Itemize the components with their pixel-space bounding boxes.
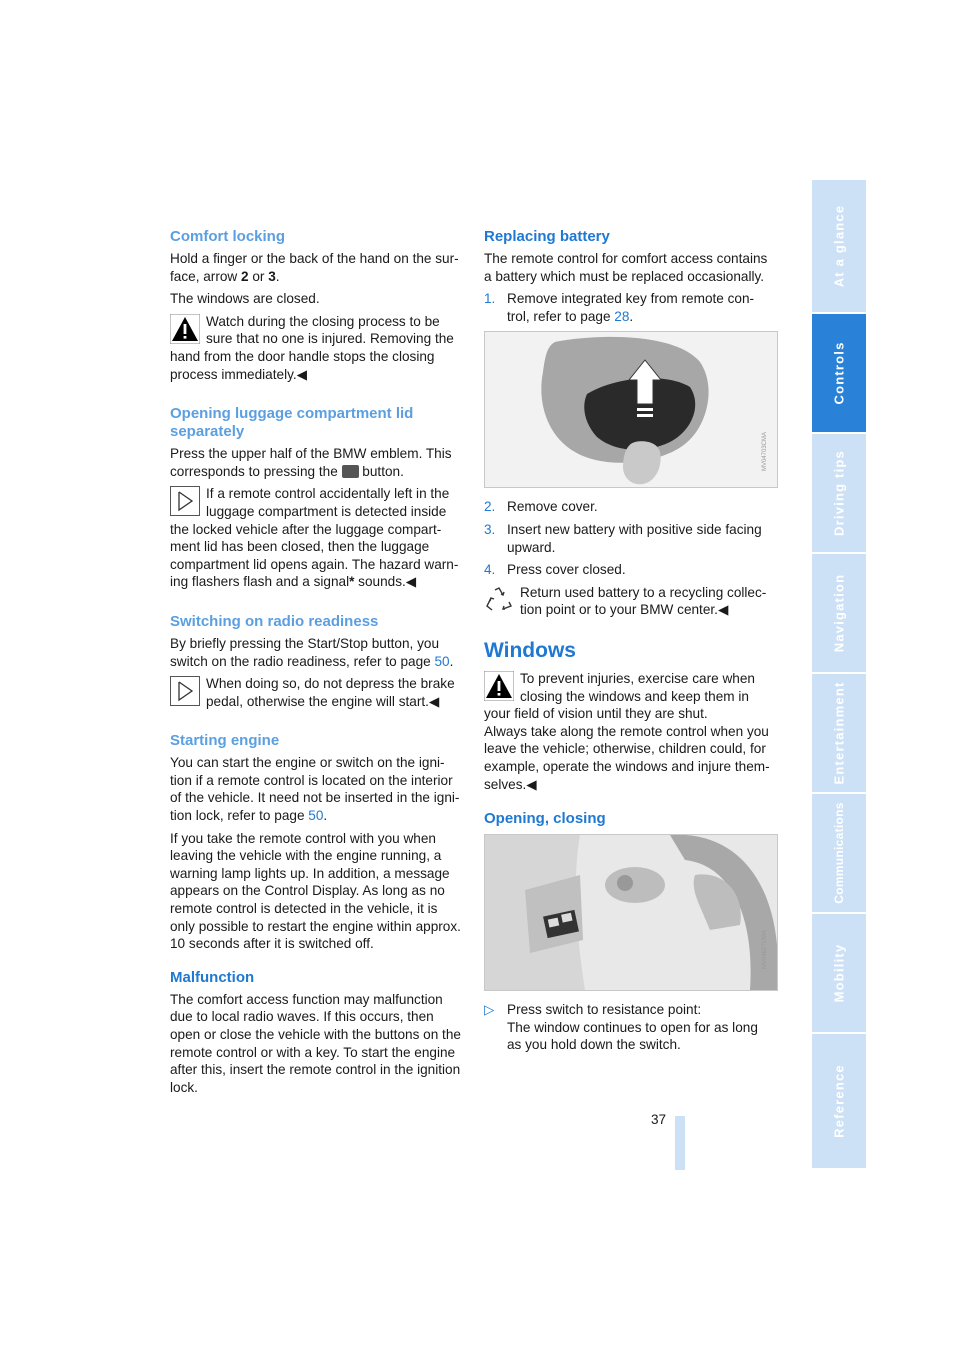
- recycle-icon: [484, 585, 514, 615]
- starting-engine-text: You can start the engine or switch on the igni-tion if a remote control is located on the interior of the vehicle. It need not be inserted in the igni-tion lock, refer to page 50.: [170, 755, 460, 824]
- warning-icon: [170, 314, 200, 344]
- windows-warning: To prevent injuries, exercise care when closing the windows and keep them in your field of vision until they are shut. Always take along the remote control when you leave the vehicle; otherwise, children could, for example, operate the windows and injure them-selves.◀: [484, 670, 770, 792]
- tab-entertainment[interactable]: Entertainment: [812, 674, 866, 792]
- tab-reference[interactable]: Reference: [812, 1034, 866, 1168]
- radio-note: When doing so, do not depress the brake pedal, otherwise the engine will start.◀: [170, 675, 462, 710]
- luggage-note: If a remote control accidentally left in the luggage compartment is detected inside the locked vehicle after the luggage compart-ment lid has been closed, then the luggage compartment lid opens again. The hazard warn-ing flashers flash and a signal* sounds.◀: [170, 486, 459, 590]
- tab-controls[interactable]: Controls: [812, 314, 866, 432]
- remote-control-figure: [484, 331, 778, 488]
- warning-icon: [484, 671, 514, 701]
- page-link-50[interactable]: 50: [434, 653, 450, 669]
- left-column: [170, 228, 462, 1101]
- tab-at-a-glance[interactable]: At a glance: [812, 180, 866, 312]
- tab-communications[interactable]: Communications: [812, 794, 866, 912]
- malfunction-heading: Malfunction: [170, 968, 255, 986]
- note-arrow-icon: [170, 676, 200, 706]
- windows-closed-text: The windows are closed.: [170, 291, 320, 307]
- luggage-text: Press the upper half of the BMW emblem. This corresponds to pressing the button.: [170, 446, 452, 479]
- opening-closing-heading: Opening, closing: [484, 810, 606, 828]
- comfort-locking-heading: Comfort locking: [170, 228, 285, 245]
- window-switch-figure: [484, 834, 778, 991]
- radio-readiness-heading: Switching on radio readiness: [170, 612, 379, 630]
- page-link-28[interactable]: 28: [614, 308, 630, 324]
- comfort-locking-text: Hold a finger or the back of the hand on the sur-face, arrow 2 or 3.: [170, 251, 459, 284]
- battery-steps-1: [484, 290, 776, 325]
- tab-mobility[interactable]: Mobility: [812, 914, 866, 1032]
- tab-navigation[interactable]: Navigation: [812, 554, 866, 672]
- replacing-battery-heading: Replacing battery: [484, 228, 610, 245]
- chapter-tabs: [812, 180, 866, 1168]
- bullet-arrow-icon: ▷: [484, 1002, 495, 1018]
- tab-driving-tips[interactable]: Driving tips: [812, 434, 866, 552]
- battery-steps-2: [484, 498, 776, 578]
- right-column: [484, 228, 776, 1054]
- list-item: 4. Press cover closed.: [484, 562, 626, 578]
- starting-engine-text-2: If you take the remote control with you when leaving the vehicle with the engine running, a warning lamp lights up. In addition, a message appears on the Control Display. As long as no remote control is detected in the vehicle, it is only possible to restart the engine within approx. 10 seconds after it is switched off.: [170, 830, 461, 952]
- list-item: 2. Remove cover.: [484, 499, 598, 515]
- page-link-50[interactable]: 50: [308, 808, 324, 824]
- luggage-heading: Opening luggage compartment lid separately: [170, 405, 414, 441]
- malfunction-text: The comfort access function may malfunction due to local radio waves. If this occurs, then open or close the vehicle with the buttons on the remote control or with a key. To start the engine after this, insert the remote control in the ignition lock.: [170, 991, 461, 1095]
- windows-heading: Windows: [484, 638, 576, 662]
- radio-readiness-text: By briefly pressing the Start/Stop button, you switch on the radio readiness, refer to page 50.: [170, 635, 454, 669]
- page-number-bar: [675, 1116, 685, 1170]
- figure-code: MV04703CMA: [762, 432, 769, 472]
- note-arrow-icon: [170, 486, 200, 516]
- recycle-note: Return used battery to a recycling collec-tion point or to your BMW center.◀: [484, 584, 776, 619]
- window-switch-illustration: [485, 835, 777, 990]
- remote-key-illustration: [485, 332, 777, 487]
- trunk-button-icon: [342, 465, 359, 478]
- page-number: 37: [651, 1112, 667, 1127]
- list-item: 1. Remove integrated key from remote con-trol, refer to page 28.: [484, 291, 755, 324]
- starting-engine-heading: Starting engine: [170, 732, 280, 750]
- instruction-bullet: ▷ Press switch to resistance point: The window continues to open for as long as you hold down the switch.: [484, 1002, 758, 1053]
- figure-code: MV04627CMA: [762, 930, 769, 970]
- comfort-locking-warning: Watch during the closing process to be sure that no one is injured. Removing the hand from the door handle stops the closing process immediately.◀: [170, 313, 454, 382]
- replacing-battery-text: The remote control for comfort access contains a battery which must be replaced occasionally.: [484, 251, 768, 284]
- list-item: 3. Insert new battery with positive side facing upward.: [484, 521, 762, 555]
